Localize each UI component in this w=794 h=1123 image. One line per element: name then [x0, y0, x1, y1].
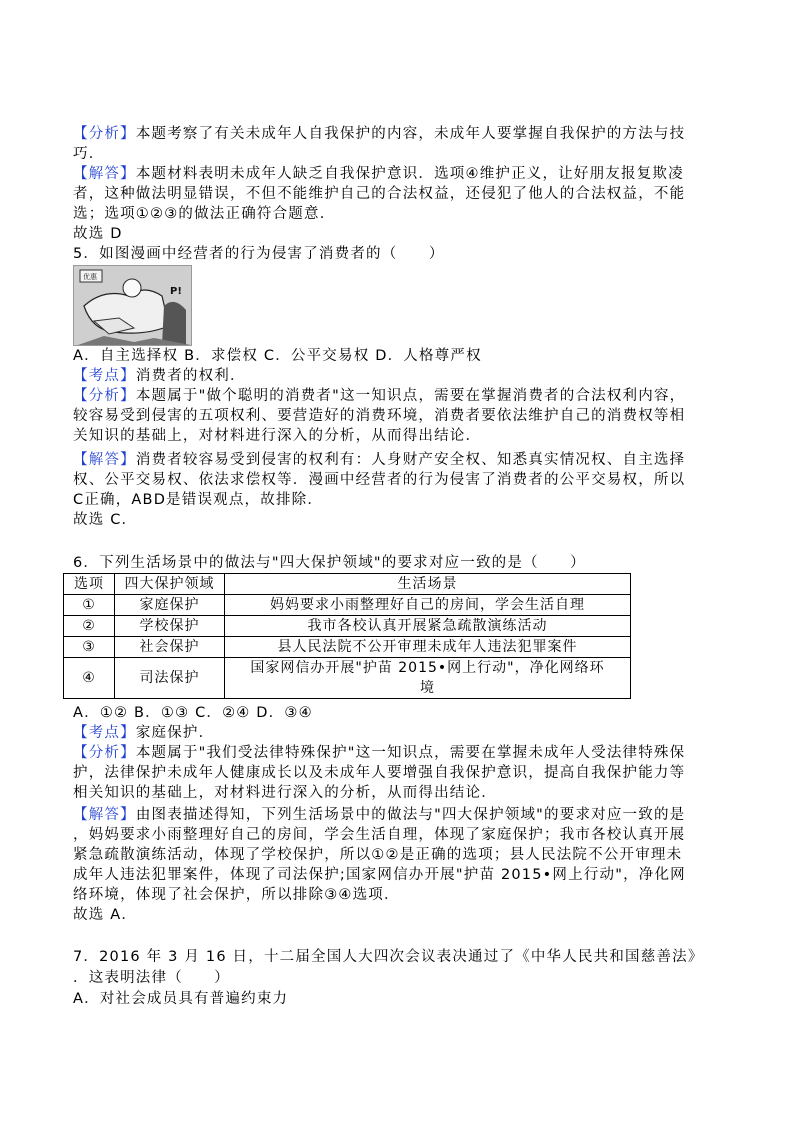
table-header-cell: 生活场景 — [225, 574, 631, 595]
q5-solution-line-1: 【解答】消费者较容易受到侵害的权利有：人身财产安全权、知悉真实情况权、自主选择 — [73, 452, 686, 468]
q5-analysis-line-2: 较容易受到侵害的五项权利、要营造好的消费环境，消费者要依法维护自己的消费权等相 — [73, 408, 686, 424]
cartoon-image — [73, 265, 192, 346]
q7-option-a: A．对社会成员具有普遍约束力 — [73, 991, 289, 1007]
q7-question-line-1: 7．2016 年 3 月 16 日，十二届全国人大四次会议表决通过了《中华人民共和国慈善法》 — [73, 949, 704, 965]
q7-question-line-2: ．这表明法律（ ） — [73, 970, 230, 986]
q5-choice: 故选 C． — [73, 512, 138, 528]
table-cell: ① — [64, 595, 115, 616]
table-cell: 县人民法院不公开审理未成年人违法犯罪案件 — [225, 637, 631, 658]
q4-solution-line-2: 者，这种做法明显错误，不但不能维护自己的合法权益，还侵犯了他人的合法权益，不能 — [73, 186, 686, 202]
kaodian-tag: 【考点】 — [73, 368, 136, 384]
q4-choice: 故选 D — [73, 226, 123, 242]
table-header-cell: 选项 — [64, 574, 115, 595]
q5-solution-line-2: 权、公平交易权、依法求偿权等．漫画中经营者的行为侵害了消费者的公平交易权，所以 — [73, 472, 686, 488]
table-cell — [225, 658, 631, 699]
analysis-tag: 【分析】 — [73, 126, 136, 142]
q5-kaodian: 【考点】消费者的权利． — [73, 368, 246, 384]
q4-analysis-line-2: 巧． — [73, 146, 105, 162]
kaodian-tag: 【考点】 — [73, 725, 136, 741]
table-cell-line-1: 国家网信办开展"护苗 2015•网上行动"，净化网络环 — [250, 660, 605, 676]
q5-question: 5．如图漫画中经营者的行为侵害了消费者的（ ） — [73, 246, 445, 262]
q6-solution-line-1: 【解答】由图表描述得知，下列生活场景中的做法与"四大保护领域"的要求对应一致的是 — [73, 807, 686, 823]
solution-tag: 【解答】 — [73, 452, 136, 468]
q6-choice: 故选 A． — [73, 907, 138, 923]
q6-solution-line-4: 成年人违法犯罪案件，体现了司法保护;国家网信办开展"护苗 2015•网上行动"，净化网 — [73, 867, 686, 883]
protection-table — [63, 573, 631, 699]
q6-solution-line-5: 络环境，体现了社会保护，所以排除③④选项． — [73, 887, 400, 903]
q4-solution-line-3: 选；选项①②③的做法正确符合题意． — [73, 206, 336, 222]
q6-solution-line-3: 紧急疏散演练活动，体现了学校保护，所以①②是正确的选项；县人民法院不公开审理未 — [73, 847, 683, 863]
q5-solution-line-3: C正确，ABD是错误观点，故排除． — [73, 492, 324, 508]
q6-analysis-line-3: 相关知识的基础上，对材料进行深入的分析，从而得出结论． — [73, 785, 497, 801]
q6-analysis-line-2: 护，法律保护未成年人健康成长以及未成年人要增强自我保护意识，提高自我保护能力等 — [73, 765, 686, 781]
q4-analysis-line-1: 【分析】本题考察了有关未成年人自我保护的内容，未成年人要掌握自我保护的方法与技 — [73, 126, 686, 142]
table-cell-line-2: 境 — [420, 680, 435, 696]
table-cell: 司法保护 — [115, 658, 225, 699]
table-cell: 妈妈要求小雨整理好自己的房间，学会生活自理 — [225, 595, 631, 616]
analysis-tag: 【分析】 — [73, 745, 136, 761]
q6-options: A．①② B．①③ C．②④ D．③④ — [73, 705, 313, 721]
table-header-row — [64, 574, 631, 595]
table-cell: ③ — [64, 637, 115, 658]
table-cell: 家庭保护 — [115, 595, 225, 616]
q6-kaodian: 【考点】家庭保护． — [73, 725, 215, 741]
q4-solution-line-1: 【解答】本题材料表明未成年人缺乏自我保护意识．选项④维护正义，让好朋友报复欺凌 — [73, 166, 684, 182]
q6-solution-line-2: ，妈妈要求小雨整理好自己的房间，学会生活自理，体现了家庭保护；我市各校认真开展 — [73, 827, 686, 843]
q6-question: 6．下列生活场景中的做法与"四大保护领域"的要求对应一致的是（ ） — [73, 555, 586, 571]
table-cell: 我市各校认真开展紧急疏散演练活动 — [225, 616, 631, 637]
cartoon-sign-text: 优惠 — [83, 273, 97, 281]
table-cell: 社会保护 — [115, 637, 225, 658]
cartoon-drawing — [74, 266, 191, 345]
table-row — [64, 595, 631, 616]
table-header-cell: 四大保护领域 — [115, 574, 225, 595]
solution-tag: 【解答】 — [73, 166, 136, 182]
q5-analysis-line-1: 【分析】本题属于"做个聪明的消费者"这一知识点，需要在掌握消费者的合法权利内容， — [73, 388, 686, 404]
table-row — [64, 658, 631, 699]
analysis-tag: 【分析】 — [73, 388, 136, 404]
table-cell: 学校保护 — [115, 616, 225, 637]
table-row — [64, 616, 631, 637]
cartoon-speech-text: P! — [170, 286, 182, 297]
table-cell: ④ — [64, 658, 115, 699]
q5-analysis-line-3: 关知识的基础上，对材料进行深入的分析，从而得出结论． — [73, 428, 482, 444]
table-cell: ② — [64, 616, 115, 637]
q5-options: A．自主选择权 B．求偿权 C．公平交易权 D．人格尊严权 — [73, 348, 482, 364]
solution-tag: 【解答】 — [73, 807, 136, 823]
table-row — [64, 637, 631, 658]
q6-analysis-line-1: 【分析】本题属于"我们受法律特殊保护"这一知识点，需要在掌握未成年人受法律特殊保 — [73, 745, 686, 761]
